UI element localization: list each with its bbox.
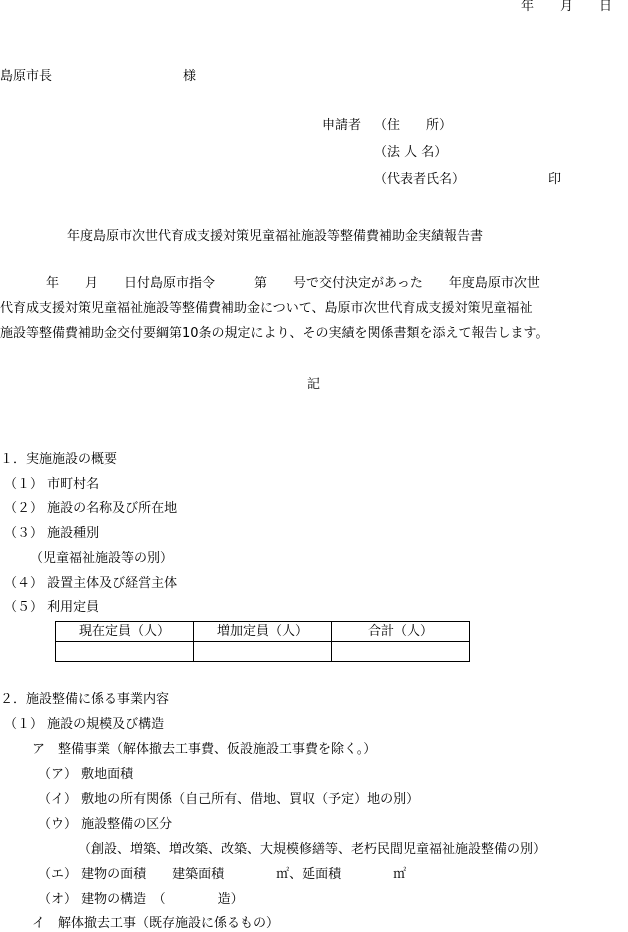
capacity-value-row [56,642,470,662]
capacity-header-row [56,622,470,642]
ki-mark: 記 [307,377,321,392]
body-line-2: 代育成支援対策児童福祉施設等整備費補助金について、島原市次世代育成支援対策児童福祉 [0,301,533,316]
item-municipality: （１） 市町村名 [4,477,100,492]
item-facility-name: （２） 施設の名称及び所在地 [4,501,178,516]
item-scale-structure: （１） 施設の規模及び構造 [4,717,165,732]
current-capacity-cell [56,642,194,662]
item-building-area: （エ） 建物の面積 建築面積 ㎡、延面積 ㎡ [38,867,407,882]
applicant-corp-label: （法 人 名） [374,145,448,160]
item-site-area: （ア） 敷地面積 [38,767,134,782]
section1-heading: １．実施施設の概要 [0,452,118,467]
item-establisher: （４） 設置主体及び経営主体 [4,576,178,591]
item-b-demolition: イ 解体撤去工事（既存施設に係るもの） [32,916,280,931]
capacity-table [55,621,470,662]
report-date: 年 月 日 [521,0,613,14]
seal-mark: 印 [548,172,562,187]
body-line-1: 年 月 日付島原市指令 第 号で交付決定があった 年度島原市次世 [46,276,540,291]
addressee-name: 島原市長 [0,69,53,84]
document-title: 年度島原市次世代育成支援対策児童福祉施設等整備費補助金実績報告書 [67,229,484,244]
current-capacity-header: 現在定員（人） [56,622,194,642]
applicant-address-label: （住 所） [374,118,453,133]
added-capacity-cell [194,642,332,662]
item-site-ownership: （イ） 敷地の所有関係（自己所有、借地、買収（予定）地の別） [38,792,420,807]
applicant-rep-label: （代表者氏名） [374,172,466,187]
added-capacity-header: 増加定員（人） [194,622,332,642]
section2-heading: ２．施設整備に係る事業内容 [0,692,170,707]
item-facility-type-note: （児童福祉施設等の別） [30,551,174,566]
item-facility-type: （３） 施設種別 [4,526,100,541]
item-maintenance-category: （ウ） 施設整備の区分 [38,817,173,832]
body-line-3: 施設等整備費補助金交付要綱第10条の規定により、その実績を関係書類を添えて報告します。 [0,326,549,341]
total-capacity-header: 合計（人） [332,622,470,642]
item-a-maintenance: ア 整備事業（解体撤去工事費、仮設施設工事費を除く。） [32,742,377,757]
addressee-honorific: 様 [183,69,197,84]
item-building-structure: （オ） 建物の構造 （ 造） [38,892,244,907]
applicant-label: 申請者 [322,118,362,133]
total-capacity-cell [332,642,470,662]
item-capacity: （５） 利用定員 [4,600,100,615]
item-maintenance-category-note: （創設、増築、増改築、改築、大規模修繕等、老朽民間児童福祉施設整備の別） [78,842,547,857]
